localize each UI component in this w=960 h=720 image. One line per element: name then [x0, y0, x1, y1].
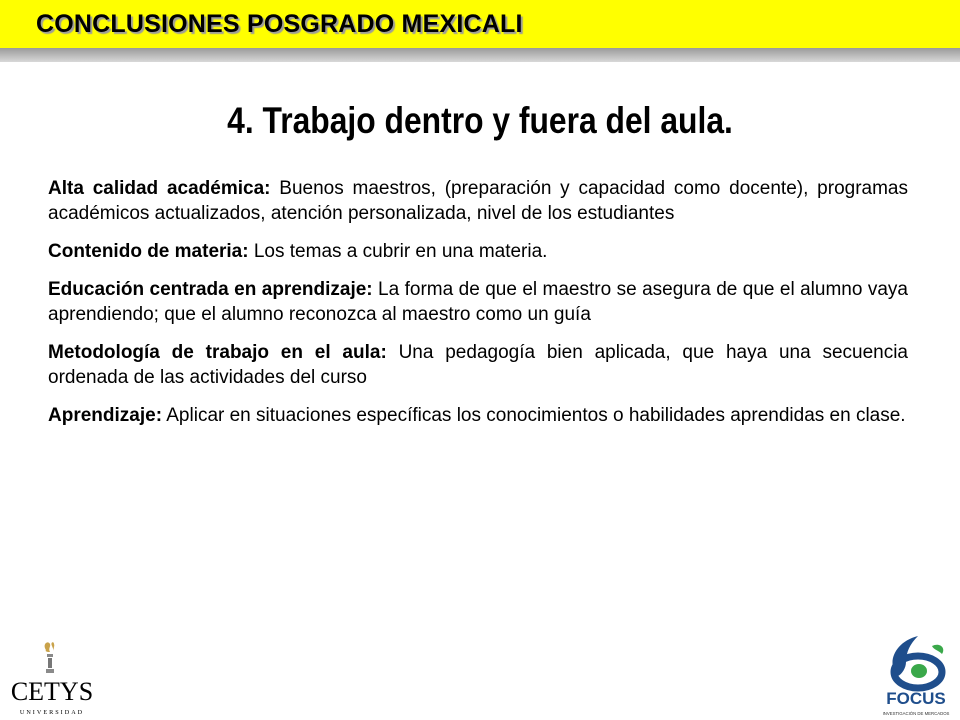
torch-icon: [45, 642, 55, 673]
slide-title: 4. Trabajo dentro y fuera del aula.: [227, 100, 733, 141]
focus-wordmark: FOCUS: [886, 689, 946, 708]
focus-subtitle: INVESTIGACIÓN DE MERCADOS: [882, 711, 950, 716]
item-text: Buenos maestros, (preparación y capacidad como docente), programas académicos actualizados, atención personalizada, nivel de los estudiantes: [48, 178, 908, 224]
item-term: Educación centrada en aprendizaje:: [48, 279, 373, 300]
list-item: [48, 340, 908, 390]
item-term: Alta calidad académica:: [48, 178, 271, 199]
header-banner: [0, 0, 960, 64]
list-item: [48, 176, 908, 226]
item-text: Aplicar en situaciones específicas los conocimientos o habilidades aprendidas en clase.: [162, 405, 906, 426]
cetys-logo: [2, 640, 102, 720]
item-term: Metodología de trabajo en el aula:: [48, 342, 387, 363]
cetys-wordmark: CETYS: [10, 677, 94, 706]
list-item: [48, 239, 908, 264]
item-text: Una pedagogía bien aplicada, que haya una secuencia ordenada de las actividades del curso: [48, 342, 908, 388]
focus-swirl-icon: [892, 636, 943, 688]
banner-shadow-bar: [0, 48, 960, 62]
list-item: [48, 277, 908, 327]
content-list: [48, 176, 908, 441]
list-item: [48, 403, 908, 428]
banner-title: CONCLUSIONES POSGRADO MEXICALI: [36, 10, 523, 38]
item-text: Los temas a cubrir en una materia.: [248, 241, 548, 262]
item-text: La forma de que el maestro se asegura de que el alumno vaya aprendiendo; que el alumno reconozca al maestro como un guía: [48, 279, 909, 325]
item-term: Aprendizaje:: [48, 405, 163, 426]
item-term: Contenido de materia:: [48, 241, 249, 262]
cetys-subtitle: UNIVERSIDAD: [19, 709, 85, 716]
focus-logo: [872, 628, 958, 720]
